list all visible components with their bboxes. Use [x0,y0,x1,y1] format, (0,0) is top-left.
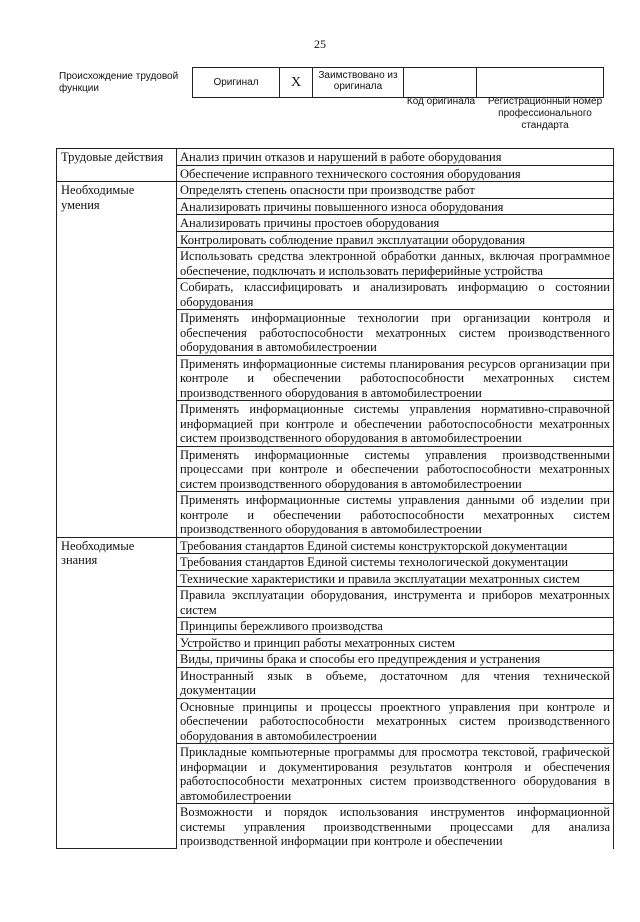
original-mark: X [280,68,313,98]
reg-number-cell [477,68,604,98]
category-required-knowledge: Необходимые знания [57,537,177,849]
requirement-item: Правила эксплуатации оборудования, инструмента и приборов мехатронных систем [177,587,614,618]
requirement-item: Анализировать причины повышенного износа оборудования [177,198,614,215]
requirement-item: Применять информационные системы планирования ресурсов организации при контроле и обеспечении работоспособности мехатронных систем производственного оборудования в автомобилестроении [177,355,614,401]
original-label: Оригинал [193,68,280,98]
requirement-item: Применять информационные технологии при организации контроля и обеспечения работоспособности мехатронных систем производственного оборудования в автомобилестроении [177,310,614,356]
requirement-item: Использовать средства электронной обработки данных, включая программное обеспечение, подключать и использовать периферийные устройства [177,248,614,279]
requirement-item: Иностранный язык в объеме, достаточном для чтения технической документации [177,667,614,698]
requirement-item: Определять степень опасности при производстве работ [177,182,614,199]
requirement-item: Прикладные компьютерные программы для просмотра текстовой, графической информации и документирования результатов контроля и обеспечения работоспособности мехатронных систем производственного оборудования в автомобилестроении [177,744,614,804]
requirement-item: Применять информационные системы управления данными об изделии при контроле и обеспечении работоспособности мехатронных систем производственного оборудования в автомобилестроении [177,492,614,538]
table-row [57,182,614,199]
borrowed-label: Заимствовано из оригинала [313,68,404,98]
origin-table [192,67,604,98]
requirement-item: Собирать, классифицировать и анализировать информацию о состоянии оборудования [177,279,614,310]
page-number: 25 [314,37,326,51]
requirement-item: Контролировать соблюдение правил эксплуатации оборудования [177,231,614,248]
requirement-item: Технические характеристики и правила эксплуатации мехатронных систем [177,570,614,587]
requirement-item: Принципы бережливого производства [177,618,614,635]
requirement-item: Анализ причин отказов и нарушений в работе оборудования [177,149,614,166]
table-row [57,537,614,554]
table-row [57,149,614,166]
reg-caption: Регистрационный номер профессионального стандарта [487,96,603,131]
requirement-item: Анализировать причины простоев оборудования [177,215,614,232]
requirement-item: Применять информационные системы управления производственными процессами при контроле и обеспечении работоспособности мехатронных систем производственного оборудования в автомобилестроении [177,446,614,492]
requirement-item: Обеспечение исправного технического состояния оборудования [177,165,614,182]
requirement-item: Виды, причины брака и способы его предупреждения и устранения [177,651,614,668]
requirements-table [56,148,614,849]
code-caption: Код оригинала [406,96,476,107]
requirement-item: Устройство и принцип работы мехатронных систем [177,634,614,651]
requirement-item: Требования стандартов Единой системы технологической документации [177,554,614,571]
requirement-item: Основные принципы и процессы проектного управления при контроле и обеспечении работоспособности мехатронных систем производственного оборудования в автомобилестроении [177,698,614,744]
category-required-skills: Необходимые умения [57,182,177,538]
origin-label: Происхождение трудовой функции [59,71,179,94]
category-labor-actions: Трудовые действия [57,149,177,182]
code-cell [404,68,477,98]
requirement-item: Применять информационные системы управления нормативно-справочной информацией при контроле и обеспечении работоспособности мехатронных систем производственного оборудования в автомобилестроении [177,401,614,447]
requirement-item: Возможности и порядок использования инструментов информационной системы управления производственными процессами для анализа производственной информации при контроле и обеспечении [177,804,614,849]
requirement-item: Требования стандартов Единой системы конструкторской документации [177,537,614,554]
